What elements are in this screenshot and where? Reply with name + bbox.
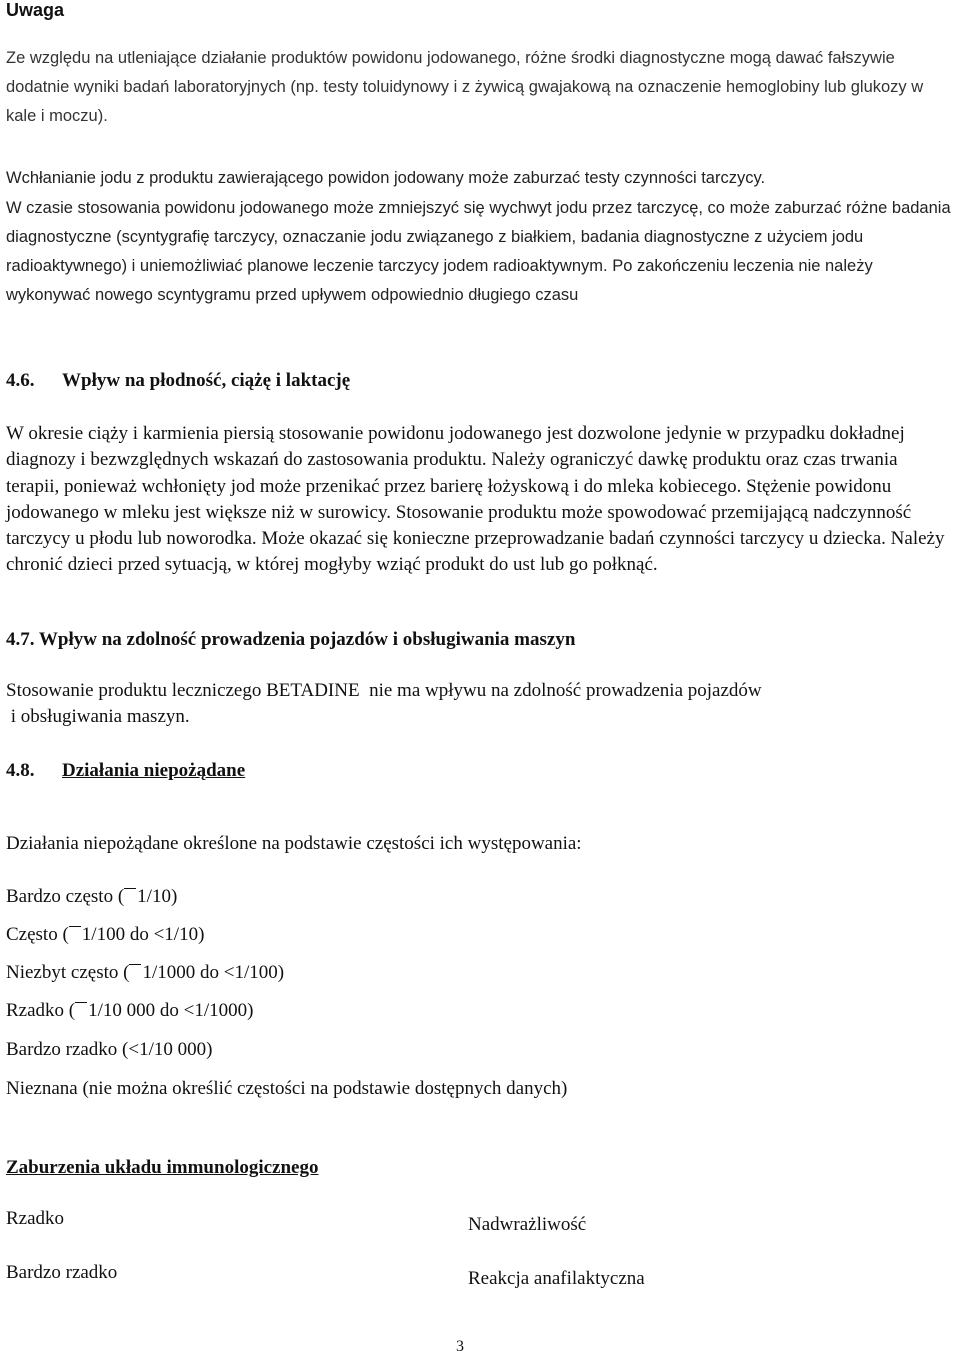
greater-equal-sign-icon	[124, 888, 136, 903]
section-4-7-title: Wpływ na zdolność prowadzenia pojazdów i obsługiwania maszyn	[38, 629, 576, 650]
section-4-8-intro: Działania niepożądane określone na podstawie częstości ich występowania:	[6, 833, 582, 854]
frequency-item	[6, 923, 204, 947]
uwaga-paragraph-3-text: W czasie stosowania powidonu jodowanego może zmniejszyć się wychwyt jodu przez tarczycę, co może zaburzać różne badania diagnostyczne (scyntygrafię tarczycy, oznaczanie jodu związanego z białkiem, badania diagnostyczne z użyciem jodu radioaktywnego) i uniemożliwiać planowe leczenie tarczycy jodem radioaktywnym.	[6, 199, 951, 275]
frequency-item	[6, 1038, 212, 1062]
section-4-8-number: 4.8.	[6, 760, 35, 781]
page-number: 3	[456, 1338, 464, 1355]
section-4-7-body-line-2: i obsługiwania maszyn.	[6, 706, 190, 727]
section-4-7-heading	[6, 627, 575, 653]
frequency-item	[6, 999, 253, 1023]
section-4-7-body-line-1: Stosowanie produktu leczniczego BETADINE nie ma wpływu na zdolność prowadzenia pojazdów	[6, 680, 762, 701]
section-4-6-number: 4.6.	[6, 370, 35, 391]
frequency-range: 1/100 do <1/10)	[81, 924, 205, 945]
immuno-frequency: Bardzo rzadko	[6, 1262, 118, 1283]
section-4-6-body: W okresie ciąży i karmienia piersią stosowanie powidonu jodowanego jest dozwolone jedynie w przypadku dokładnej diagnozy i bezwzględnych wskazań do zastosowania produktu. Należy ograniczyć dawkę produktu oraz czas trwania terapii, ponieważ wchłonięty jod może przenikać przez barierę łożyskową i do mleka kobiecego. Stężenie powidonu jodowanego w mleku jest większe niż w surowicy. Stosowanie produktu może spowodować przemijającą nadczynność tarczycy u płodu lub noworodka. Może okazać się konieczne przeprowadzanie badań czynności tarczycy u dziecka. Należy chronić dzieci przed sytuacją, w której mogłyby wziąć produkt do ust lub go połknąć.	[6, 423, 945, 576]
immuno-effect: Reakcja anafilaktyczna	[468, 1268, 645, 1289]
immuno-heading: Zaburzenia układu immunologicznego	[6, 1157, 319, 1178]
section-4-8-title: Działania niepożądane	[62, 760, 246, 781]
frequency-label: Bardzo rzadko (<1/10 000)	[6, 1039, 213, 1060]
uwaga-heading: Uwaga	[6, 0, 65, 20]
immuno-frequency: Rzadko	[6, 1208, 65, 1229]
greater-equal-sign-icon	[129, 964, 141, 979]
frequency-item	[6, 961, 284, 985]
frequency-item	[6, 1077, 567, 1101]
uwaga-paragraph-1: Ze względu na utleniające działanie produktów powidonu jodowanego, różne środki diagnostyczne mogą dawać fałszywie dodatnie wyniki badań laboratoryjnych (np. testy toluidynowy i z żywicą gwajakową na oznaczenie hemoglobiny lub glukozy w kale i moczu).	[6, 49, 924, 125]
greater-equal-sign-icon	[69, 926, 81, 941]
uwaga-paragraph-3	[6, 194, 958, 310]
frequency-label: Niezbyt często (	[6, 962, 130, 983]
section-4-6-title: Wpływ na płodność, ciążę i laktację	[62, 370, 351, 391]
frequency-range: 1/10)	[137, 886, 178, 907]
frequency-label: Często (	[6, 924, 69, 945]
frequency-range: 1/1000 do <1/100)	[142, 962, 285, 983]
frequency-item	[6, 885, 177, 909]
uwaga-paragraph-2: Wchłanianie jodu z produktu zawierającego powidon jodowany może zaburzać testy czynności tarczycy.	[6, 169, 766, 187]
immuno-effect: Nadwrażliwość	[468, 1214, 587, 1235]
section-4-8-heading	[6, 758, 245, 784]
section-4-6-heading	[6, 368, 350, 394]
section-4-7-number: 4.7.	[6, 629, 35, 650]
greater-equal-sign-icon	[75, 1002, 87, 1017]
frequency-label: Nieznana (nie można określić częstości na podstawie dostępnych danych)	[6, 1078, 568, 1099]
uwaga-paragraph-3b-text: Po zakończeniu leczenia nie należy wykonywać nowego scyntygramu przed upływem odpowiednio długiego czasu	[6, 257, 873, 304]
frequency-label: Rzadko (	[6, 1000, 76, 1021]
frequency-range: 1/10 000 do <1/1000)	[88, 1000, 254, 1021]
frequency-label: Bardzo często (	[6, 886, 125, 907]
